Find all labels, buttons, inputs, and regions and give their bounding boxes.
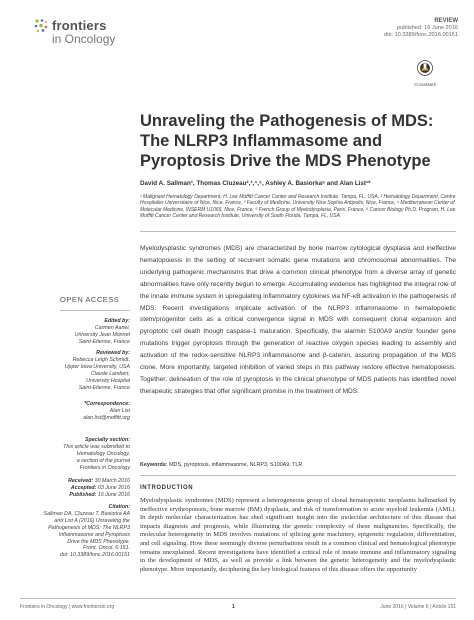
- accepted-label: Accepted:: [70, 484, 97, 491]
- correspondence-label: *Correspondence:: [84, 401, 130, 407]
- citation-label: Citation:: [108, 504, 130, 510]
- crossmark-icon: [417, 60, 433, 76]
- reviewed-by-text: Rebecca Leigh Schmidt, Upper Iowa University, USA Claude Lambert, University Hospital Saint-Etienne, France: [64, 356, 130, 391]
- keywords-list: MDS, pyroptosis, inflammasome, NLRP3, S100A9, TLR: [169, 462, 303, 468]
- published-date-side: 16 June 2016: [97, 491, 130, 498]
- frontiers-logo-icon: [33, 18, 49, 34]
- introduction-heading: INTRODUCTION: [140, 485, 194, 491]
- edited-by: [20, 318, 130, 346]
- article-meta: [384, 18, 458, 39]
- title-divider: [140, 231, 456, 232]
- received-label: Received:: [68, 478, 94, 484]
- open-access-label: OPEN ACCESS: [60, 295, 120, 304]
- crossmark-badge[interactable]: [414, 60, 436, 87]
- correspondence-text[interactable]: Alan List alan.list@moffitt.org: [83, 407, 130, 421]
- keywords-label: Keywords:: [140, 462, 168, 468]
- accepted-date: 03 June 2016: [97, 484, 130, 491]
- published-label: Published:: [69, 491, 97, 498]
- published-date: published: 16 June 2016: [397, 25, 458, 31]
- journal-name: frontiers: [52, 18, 107, 33]
- affiliations: ¹ Malignant Hematology Department, H. Lee Moffitt Cancer Center and Research Institute, Tampa, FL, USA, ² Hematology Department, Centre Hospitalier Universitaire of Nice, Nice, France, ³ Faculty of Medicine, University Nice Sophia Antipolis, Nice, France, ⁴ Mediterranean Center of Molecular Medicine, INSERM U1065, Nice, France, ⁵ French Group of Myelodysplasia, Paris, France, ⁶ Cancer Biology Ph.D. Program, H. Lee Moffitt Cancer Center and Research Institute, University of South Florida, Tampa, FL, USA: [140, 194, 456, 220]
- correspondence: [20, 401, 130, 422]
- edited-by-text: Carmen Aanei, University Jean Monnet Saint-Etienne, France: [74, 324, 130, 345]
- specialty-section: [20, 437, 130, 472]
- dates: [20, 478, 130, 499]
- author-list: David A. Sallman¹, Thomas Cluzeau²,³,⁴,⁵, Ashley A. Basiorka⁶ and Alan List¹*: [140, 180, 371, 187]
- keywords: [140, 462, 456, 468]
- received-date: 30 March 2016: [94, 478, 130, 484]
- abstract-divider: [140, 475, 456, 476]
- page-number: 1: [232, 604, 235, 610]
- sidebar-divider: [60, 310, 130, 311]
- journal-subname: in Oncology: [52, 32, 116, 46]
- article-type: REVIEW: [434, 18, 458, 24]
- edited-by-label: Edited by:: [104, 318, 130, 324]
- crossmark-label: CrossMark: [414, 82, 436, 87]
- article-title: Unraveling the Pathogenesis of MDS: The NLRP3 Inflammasome and Pyroptosis Drive the MDS Phenotype: [140, 112, 434, 170]
- specialty-text: This article was submitted to Hematology Oncology, a section of the journal Frontiers in Oncology: [63, 443, 130, 471]
- reviewed-by: [20, 350, 130, 391]
- reviewed-by-label: Reviewed by:: [96, 350, 130, 356]
- abstract: Myelodysplastic syndromes (MDS) are characterized by bone marrow cytological dysplasia and ineffective hematopoiesis in the setting of recurrent somatic gene mutations and chromosomal abnormalities. The underlying pathogenic mechanisms that drive a common clinical phenotype from a diverse array of genetic abnormalities have only recently begun to emerge. Accumulating evidence has highlighted the integral role of the innate immune system in upregulating inflammatory cytokines via NF-κB activation in the pathogenesis of MDS. Recent investigations implicate activation of the NLRP3 inflammasome in hematopoietic stem/progenitor cells as a critical convergence signal in MDS with consequent clonal expansion and pyroptotic cell death though caspase-1 maturation. Specifically, the alarmin S100A9 and/or founder gene mutations trigger pyroptosis through the generation of reactive oxygen species leading to assembly and activation of the redox-sensitive NLRP3 inflammasome and β-catenin, assuring propagation of the MDS clone. More importantly, targeted inhibition of varied steps in this pathway restore effective hematopoiesis. Together, delineation of the role of pyroptosis in the clinical phenotype of MDS patients has identified novel therapeutic strategies that offer significant promise in the treatment of MDS.: [140, 245, 456, 395]
- footer-divider: [20, 598, 456, 599]
- doi[interactable]: doi: 10.3389/fonc.2016.00151: [383, 32, 458, 38]
- citation: [20, 504, 130, 559]
- specialty-label: Specialty section:: [84, 437, 130, 443]
- footer-volume-info: June 2016 | Volume 6 | Article 151: [380, 604, 456, 610]
- citation-text: Sallman DA, Cluzeau T, Basiorka AA and List A (2016) Unraveling the Pathogenesis of MDS: The NLRP3 Inflammasome and Pyroptosis Drive the MDS Phenotype. Front. Oncol. 6:151. doi: 10.3389/fonc.2016.00151: [43, 510, 130, 559]
- footer-journal-link[interactable]: Frontiers in Oncology | www.frontiersin.org: [20, 604, 115, 610]
- introduction-text: Myelodysplastic syndromes (MDS) represent a heterogeneous group of clonal hematopoietic neoplasms hallmarked by ineffective erythropoiesis, bone marrow (BM) dysplasia, and risk of transformation to acute myeloid leukemia (AML). In depth molecular characterization has shed significant insight into the molecular architecture of this disease that impacts diagnosis and prognosis, while illustrating the genetic complexity of these malignancies. Specifically, the molecular heterogeneity in MDS involves mutations of splicing gene machinery, epigenetic regulation, differentiation, and cell signaling. How these seemingly diverse perturbations result in a common clinical and hematological phenotype remains unexplained. Recent investigations have identified a critical role of innate immune and inflammatory signaling in the development of MDS, as well as provide a link between the genetic heterogeneity and the myelodysplastic phenotype. More importantly, deciphering the key biological features of this disease offers the opportunity: [140, 497, 456, 573]
